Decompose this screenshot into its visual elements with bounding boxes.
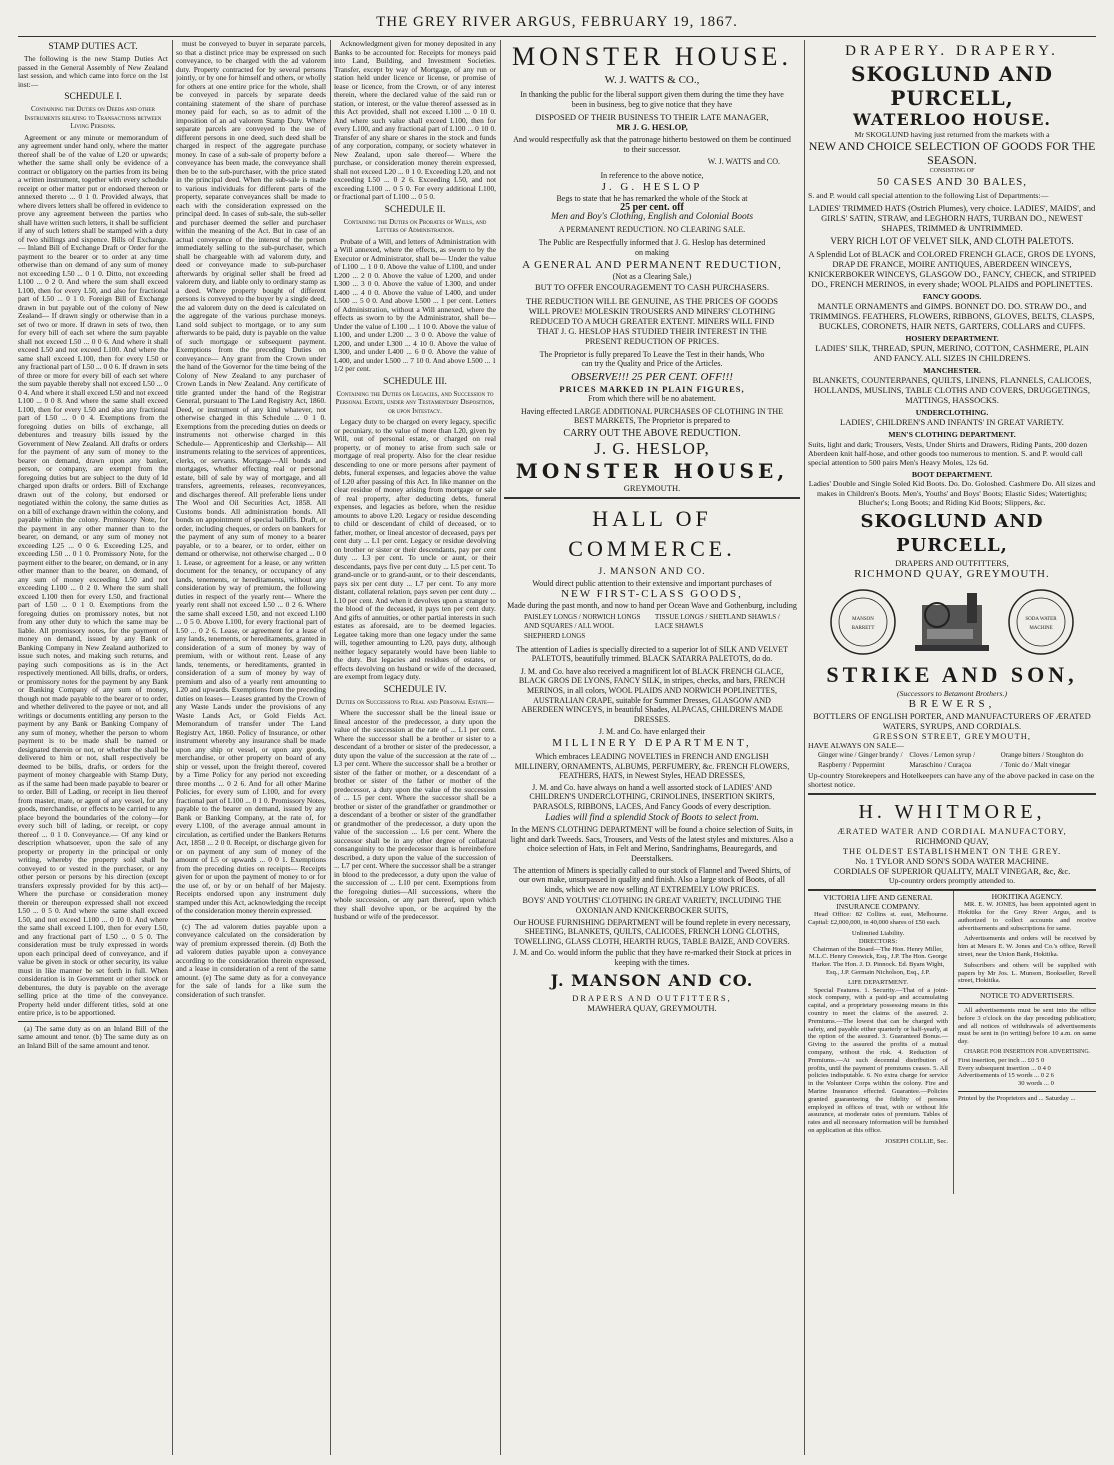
- mens-heading: MEN'S CLOTHING DEPARTMENT.: [888, 430, 1016, 440]
- underclothing-heading: UNDERCLOTHING.: [915, 408, 989, 418]
- velvet-line: VERY RICH LOT OF VELVET SILK, AND CLOTH PALETOTS.: [830, 235, 1074, 246]
- monster-house-title: MONSTER HOUSE.: [512, 42, 792, 71]
- schedule-4-text: Where the successor shall be the lineal issue or lineal ancestor of the predecessor, a duty upon the value of the succession at the rate of ... L1 per cent. Where the successor shall be a brother or sister to a descendant of a brother or sister of the predecessor, a duty upon the value of the succession at the rate of ... L3 per cent. Where the successor shall be a brother or sister of the father or mother, or a descendant of a brother or sister of the father or mother of the predecessor, a duty upon the value of the succession of ... L5 per cent. Where the successor shall be a brother or sister of the grandfather or grandmother or a descendant of a brother or sister of the grandfather or grandmother of the predecessor, a duty upon the value of the succession ... L6 per cent. Where the successor shall be in any other degree of collateral consanguinity to the predecessor than is hereinbefore described, a duty upon the value of the succession of ... L7 per cent. Where the successor shall be a stranger in blood to the predecessor, a duty upon the value of the succession of ... L10 per cent. Exemptions from the foregoing duties—All successions, where the whole succession, or any part thereof, upon which they shall devolve upon, or be acquired by the husband or wife of the predecessor.: [334, 708, 496, 921]
- boot-heading: BOOT DEPARTMENT.: [911, 470, 993, 480]
- observe-line: OBSERVE!!! 25 PER CENT. OFF!!!: [571, 370, 733, 383]
- general-reduction: A GENERAL AND PERMANENT REDUCTION,: [522, 259, 782, 272]
- drinks-col-a: Ginger wine / Ginger brandy / Raspberry / Peppermint: [818, 751, 903, 769]
- schedule-2-text: Probate of a Will, and letters of Administration with a Will annexed, where the effects, as sworn to by the Executor or Administrator, shall be— Under the value of L100 ... 1 0 0. Above the value of L100, and under L200 ... 2 0 0. Above the value of L200, and under L300 ... 3 0 0. Above the value of L300, and under L400 ... 4 0 0. Above the value of L400, and under L500 ... 5 0 0. And above L500 ... 1 per cent. Letters of Administration, without a Will annexed, where the effects as sworn to by the Administrator, shall be— Under the value of L100 ... 1 10 0. Above the value of L100, and under L200 ... 3 0 0. Above the value of L200, and under L300 ... 4 10 0. Above the value of L300, and under L400 ... 6 0 0. Above the value of L400, and under L500 ... 7 10 0. And above L500 ... 1 1/2 per cent.: [334, 236, 496, 373]
- hall-p2: Made during the past month, and now to hand per Ocean Wave and Gothenburg, including: [507, 601, 797, 611]
- monster-house-signature: MONSTER HOUSE,: [515, 458, 789, 483]
- bottlers: BOTTLERS OF ENGLISH PORTER, AND MANUFACTURERS OF ÆRATED WATERS, SYRUPS, AND CORDIALS.: [813, 711, 1091, 732]
- schedule-3-title: SCHEDULE III.: [383, 376, 447, 387]
- hall-p1: Would direct public attention to their extensive and important purchases of: [532, 578, 772, 588]
- notice-title: NOTICE TO ADVERTISERS.: [980, 991, 1074, 1001]
- advert-column-5: [808, 40, 1096, 1455]
- skoglund-trade: DRAPERS AND OUTFITTERS,: [895, 558, 1009, 569]
- shawl-list: [524, 613, 780, 642]
- brewers: BREWERS,: [908, 698, 996, 711]
- new-selection: NEW AND CHOICE SELECTION OF GOODS FOR THE SEASON.: [808, 139, 1096, 168]
- new-goods: NEW FIRST-CLASS GOODS,: [561, 588, 743, 601]
- drinks-col-b: Cloves / Lemon syrup / Maraschino / Curaçoa: [909, 751, 976, 769]
- schedule-2-title: SCHEDULE II.: [384, 204, 446, 215]
- boots-line: Ladies will find a splendid Stock of Boots to select from.: [545, 812, 759, 823]
- percent-off: 25 per cent. off: [620, 202, 684, 214]
- hall-of-commerce: [504, 497, 800, 1014]
- monster-ref: In reference to the above notice,: [600, 170, 704, 180]
- gresson-street: GRESSON STREET, GREYMOUTH,: [872, 731, 1032, 742]
- boot-list: Ladies' Double and Single Soled Kid Boots. Do. Do. Goloshed. Cashmere Do. All sizes and makes in Children's Boots. Men's, Youths' and Boys' Boots; Elastic Sides; Watertights; Blucher's; Long Boots; and Riding Kid Boots; Slippers, &c.: [808, 479, 1096, 507]
- charge-thirty: 30 words ... 0: [1018, 1080, 1054, 1088]
- monster-p4: The Public are Respectfully informed that J. G. Heslop has determined on making: [538, 237, 766, 257]
- hall-p4: J. M. and Co. have also received a magnificent lot of BLACK FRENCH GLACE, BLACK GROS DE LYONS, FANCY SILK, in stripes, checks, and bars, FRENCH MERINOS, in all colors, WOOL PLAIDS AND NORWICH POPLINETTES, AUSTRALIAN CRAPE, suitable for Summer Dresses, GLASGOW AND ABERDEEN WINCEYS, in beautiful Shades, ALPACAS, CHILDREN'S MADE DRESSES.: [518, 666, 786, 724]
- column-rule: [804, 40, 805, 1455]
- schedule-4-title: SCHEDULE IV.: [383, 684, 447, 695]
- left-seal-text: MANSON BARRETT: [851, 617, 875, 632]
- stamp-duties-title: STAMP DUTIES ACT.: [48, 42, 138, 52]
- have-on-sale: HAVE ALWAYS ON SALE—: [808, 741, 904, 751]
- carry-out: CARRY OUT THE ABOVE REDUCTION.: [563, 427, 741, 439]
- hall-p10: BOYS' AND YOUTHS' CLOTHING IN GREAT VARIETY, INCLUDING THE OXONIAN AND KNICKERBOCKER SUITS,: [522, 896, 782, 915]
- hosiery-list: LADIES' SILK, THREAD, SPUN, MERINO, COTTON, CASHMERE, PLAIN AND FANCY. ALL SIZES IN CHILDREN'S.: [815, 343, 1089, 364]
- watts-signature: W. J. WATTS and CO.: [707, 157, 780, 167]
- schedule-1-subtitle: Containing the Duties on Deeds and other Instruments relating to Transactions between Living Persons.: [24, 105, 162, 130]
- charge-every: Every subsequent insertion ... 0 4 0: [958, 1064, 1051, 1072]
- hall-p11: Our HOUSE FURNISHING DEPARTMENT will be found replete in every necessary, SHEETING, BLANKETS, QUILTS, CALICOES, FRENCH LONG CLOTHS, TOWELLING, GLASS CLOTH, HEARTH RUGS, TABLE BAIZE, AND COVERS.: [513, 917, 791, 946]
- mawhera-quay: MAWHERA QUAY, GREYMOUTH.: [587, 1003, 717, 1014]
- manchester-heading: MANCHESTER.: [923, 366, 981, 376]
- hats-list: LADIES' TRIMMED HATS (Ostrich Plumes), very choice. LADIES', MAIDS', and GIRLS' SATIN, STRAW, and LEGHORN HATS, TURBAN DO., NEWEST SHAPES, TRIMMED & UNTRIMMED.: [808, 202, 1096, 233]
- skoglund-signature: SKOGLUND AND PURCELL,: [860, 511, 1044, 557]
- stamp-duties-intro: The following is the new Stamp Duties Act passed in the General Assembly of New Zealand last session, and which came into force on the 1st inst:—: [18, 54, 168, 89]
- divider: [18, 1021, 168, 1022]
- millinery-department: MILLINERY DEPARTMENT,: [552, 737, 752, 749]
- fancy-list: MANTLE ORNAMENTS and GIMPS. BONNET DO. DO. STRAW DO., and TRIMMINGS. FEATHERS, FLOWERS, RIBBONS, GLOVES, BELTS, CLASPS, BUCKLES, CORONETS, HAIR NETS, GARTERS, COLLARS and CUFFS.: [809, 300, 1095, 331]
- right-seal-text: SODA WATER MACHINE: [1025, 617, 1057, 632]
- life-heading: LIFE DEPARTMENT.: [847, 978, 909, 986]
- hokitika-title: HOKITIKA AGENCY.: [991, 893, 1063, 902]
- whitmore-line1: ÆRATED WATER AND CORDIAL MANUFACTORY,: [837, 826, 1067, 837]
- monster-heslop-line: MR J. G. HESLOP,: [616, 122, 688, 133]
- waterloo-house: WATERLOO HOUSE.: [853, 110, 1051, 129]
- whitmore-line4: No. 1 TYLOR AND SON'S SODA WATER MACHINE.: [855, 856, 1049, 867]
- hall-p5: J. M. and Co. have enlarged their: [598, 727, 706, 737]
- drinks-col-c: Orange bitters / Stoughton do / Tonic do / Malt vinegar: [1000, 751, 1084, 769]
- hall-title: HALL OF COMMERCE.: [568, 505, 736, 561]
- hall-p12: J. M. and Co. would inform the public that they have re-marked their Stock at prices in keeping with the times.: [512, 948, 792, 967]
- monster-p5: The Proprietor is fully prepared To Leave the Test in their hands, Who can try the Quality and Price of the Articles.: [539, 349, 765, 369]
- whitmore-line6: Up-country orders promptly attended to.: [888, 876, 1016, 886]
- column-rule: [500, 40, 501, 1455]
- watts-firm: W. J. WATTS & CO.,: [604, 74, 700, 86]
- manson-firm: J. MANSON AND CO.: [598, 566, 706, 577]
- directors-heading: DIRECTORS:: [858, 937, 898, 945]
- divider: [958, 988, 1096, 989]
- charge-heading: CHARGE FOR INSERTION FOR ADVERTISING.: [963, 1049, 1091, 1056]
- no-abatement: From which there will be no abatement.: [588, 393, 716, 403]
- greymouth: GREYMOUTH.: [623, 482, 681, 493]
- drinks-list: [818, 751, 1086, 769]
- stamp-duties-column-3: [334, 40, 496, 1455]
- columns: [18, 40, 1096, 1455]
- whitmore-line5: CORDIALS OF SUPERIOR QUALITY, MALT VINEGAR, &c, &c.: [833, 866, 1071, 877]
- whitmore-advert: [808, 793, 1096, 885]
- column-rule: [953, 891, 954, 1194]
- hall-p3: The attention of Ladies is specially directed to a superior lot of SILK AND VELVET PALETOTS, beautifully trimmed. BLACK SATARRA PALETOTS, do do.: [516, 644, 788, 664]
- schedule-2-subtitle: Containing the Duties on Probates of Wills, and Letters of Administration.: [343, 217, 487, 234]
- skoglund-p1: Mr SKOGLUND having just returned from the markets with a: [854, 130, 1050, 139]
- underclothing-list: LADIES', CHILDREN'S AND INFANTS' IN GREAT VARIETY.: [840, 417, 1064, 428]
- prices-line: PRICES MARKED IN PLAIN FIGURES,: [559, 383, 745, 394]
- hokitika-p3: Subscribers and others will be supplied with papers by Mr Jos. L. Munson, Bookseller, Revell street, Hokitika.: [958, 961, 1096, 985]
- hokitika-agency: [958, 893, 1096, 1102]
- shawl-list-left: PAISLEY LONGS / NORWICH LONGS AND SQUARES / ALL WOOL SHEPHERD LONGS: [524, 612, 641, 641]
- masthead: THE GREY RIVER ARGUS, FEBRUARY 19, 1867.: [18, 14, 1096, 37]
- fancy-heading: FANCY GOODS.: [922, 291, 982, 301]
- monster-p1: In thanking the public for the liberal support given them during the time they have been in business, beg to give notice that they have: [520, 90, 784, 109]
- successors: (Successors to Betamont Brothers.): [896, 689, 1008, 699]
- reduction-caps: THE REDUCTION WILL BE GENUINE, AS THE PRICES OF GOODS WILL PROVE! MOLESKIN TROUSERS AND MINERS' CLOTHING REDUCED TO A MUCH GREATER EXTENT. MINERS WILL FIND THAT J. G. HESLOP HAS STUDIED THEIR INTEREST IN THE PRESENT REDUCTION OF PRICES.: [525, 295, 778, 346]
- hall-p9: The attention of Miners is specially called to our stock of Flannel and Tweed Shirts, of our own make, unsurpassed in quality and finish. Also a large stock of Boots, of all kinds, which we are now selling AT EXTREMELY LOW PRICES.: [513, 865, 791, 894]
- directors-list: Chairman of the Board—The Hon. Henry Miller, M.L.C. Henry Creswick, Esq., J.P. The Hon. George Harker. The Hon. J. D. Pinnock. Ed. Byam Wight, Esq., J.P. Germain Nicholson, Esq., J.P.: [808, 945, 948, 977]
- monster-p3: Begs to state that he has remarked the whole of the Stock at: [556, 193, 748, 203]
- schedule-4-subtitle: Duties on Successions to Real and Personal Estate—: [336, 697, 494, 706]
- schedule-1-text: Agreement or any minute or memorandum of any agreement under hand only, where the matter thereof shall be of the value of L20 or upwards; whether the same shall only be evidence of a contract or obligatory on the parties from its being a written instrument, together with every schedule receipt or other matter put or endorsed thereon or annexed thereto ... 0 1 0. Provided always, that where divers letters shall be offered in evidence to prove any agreement between the parties who shall have written such letters, it shall be sufficient if any of such letters shall be stamped with a duty of two shillings and sixpence. Bills of Exchange.— Inland Bill of Exchange Draft or Order for the payment to the bearer or to order at any time otherwise than on demand of any sum of money not exceeding L50 ... 0 1 0. Ditto, not exceeding L100 ... 0 2 0. And where the sum shall exceed L100, then for every L50, and also for fractional part of L50 ... 0 1 0. Foreign Bill of Exchange drawn in but payable out of the colony of New Zealand— If drawn singly or otherwise than in a set of two or more. If drawn in sets of two, then for every bill of each set where the sum payable shall not exceed L50 ... 0 0 6. And where it shall exceed L50 and not exceed L100. And where the same shall exceed L100, then for every L50 or any fractional part of L50 ... 0 0 6. If drawn in sets of three or more for every bill of each set where the sum payable thereby shall not exceed L50 ... 0 0 4. And where it shall exceed L50 and not exceed L100 ... 0 0 8. And where the same shall exceed L100, then for every L50 and also any fractional part of L50 ... 0 0 4. Exemptions from the foregoing duties on bills of exchange, all debentures and treasury bills issued by the Government of New Zealand. All drafts or orders for the payment of any sum of money to the bearer on demand, drawn upon any banker, person, or company, are exempt from the foregoing duties but are subject to the duty of Id charged upon drafts or orders. Bill of Exchange drawn out of the colony, but endorsed or negotiated within the colony, the same duties as on a bill of exchange drawn within the colony, and payable within the colony. Promissory Note, for the payment in any other manner than to the bearer, on demand, or any sum of money not exceeding L25 ... 0 0 6. Exceeding L25, and exceeding L50 ... 0 1 0. Promissory Note, for the payment either to the bearer, on demand, or in any other manner than to the bearer, on demand, of any sum of money exceeding L50 and not exceeding L100 ... 0 2 0. Where the sum shall exceed L100 then for every L50, and fractional part of L50 ... 0 1 0. Exemptions from the foregoing duties on promissory notes, but not from any other duty to which the same may be liable. All promissory notes, for the payment of money on demand, issued by any Bank or Banking Company in New Zealand authorized to issue such notes, and making such returns, and paying such compositions as is in the Act respectively mentioned. All bills, drafts, or orders, or promissory notes for the payment by any Bank or Banking Company of any sum of money, though not made payable to the bearer or to order, and whether delivered to the payee or not, and all writings or documents entitling any person to the payment by any Bank or Banking Company of any sum of money, whether the person to whom payment is to be made shall be named or designated therein or not, or whether the shall be delivered to him or not, shall respectively be deemed to be bills, drafts, or orders for the payment of money chargeable with Stamp Duty, as if the same had been made payable to bearer or to order. Bill of Lading, or receipt in lieu thereof from master, mate, or agent of any vessel, for any goods, merchandise, or effects to be carried to any place beyond the boundaries of the colony—for every such bill of lading, or receipt, or copy thereof ... 0 1 0. Conveyance.— Of any kind or description whatsoever, upon the sale of any property or property in the principal or only writing, whereby the property sold shall be conveyed to or vested in the purchaser, or any other person or persons by his direction (except transfers expressly provided for by this act)— Where the purchase or consideration money therein or thereupon expressed shall not exceed L50 ... 0 5 0. And where the same shall exceed L50, and not exceed L100 ... 0 10 0. And where the same shall exceed L100, then for every L50, and any fractional part of L50 ... 0 5 0. The consideration must be truly expressed in words upon each principal deed of conveyance, and if value be given in stock or other security, its value must in like manner be set forth in full. When consideration is in Government or other stock or debentures, the duty is payable on the average selling price at the time of the conveyance. Property held under different titles, sold at one entire price, is to be apportioned.: [18, 132, 168, 1017]
- consisting-of: CONSISTING OF: [929, 168, 975, 175]
- permanent-line: A PERMANENT REDUCTION. NO CLEARING SALE.: [558, 225, 746, 235]
- drapers-outfitters: DRAPERS AND OUTFITTERS,: [572, 993, 732, 1004]
- brewery-engraving: [827, 585, 1077, 659]
- hosiery-heading: HOSIERY DEPARTMENT.: [905, 333, 999, 343]
- victoria-insurance: [808, 893, 948, 1194]
- stamp-duties-column-1: [18, 40, 168, 1455]
- charge-fifteen: Advertisements of 15 words ... 0 2 6: [958, 1072, 1054, 1080]
- hokitika-p1: MR. E. W. JONES, has been appointed agent in Hokitika for the Grey River Argus, and is authorized to collect accounts and receive advertisements and subscriptions for same.: [958, 901, 1096, 932]
- divider: [176, 919, 326, 920]
- whitmore-line3: THE OLDEST ESTABLISHMENT ON THE GREY.: [842, 846, 1062, 857]
- drapery-header: DRAPERY. DRAPERY.: [845, 43, 1059, 59]
- encouragement: BUT TO OFFER ENCOURAGEMENT TO CASH PURCHASERS.: [534, 281, 770, 292]
- heslop-signature: J. G. HESLOP,: [594, 438, 710, 458]
- silk-list: A Splendid Lot of BLACK and COLORED FRENCH GLACE, GROS DE LYONS, DRAP DE FRANCE, MOIRE ANTIQUES, ABERDEEN WINCEYS, KNICKERBOKER WINCEYS, GLASGOW DO., FANCY, CHECK, and STRIPED DO., FRENCH MERINOS, in every shade; WOOL PLAIDS and POPLINETTES.: [808, 248, 1096, 289]
- charge-first: First insertion, per inch ... £0 5 0: [958, 1056, 1045, 1064]
- victoria-office: Head Office: 82 Collins st. east, Melbourne. Capital: £2,000,000, in 40,000 shares of £50 each.: [808, 911, 948, 927]
- richmond-quay: RICHMOND QUAY, GREYMOUTH.: [854, 568, 1050, 581]
- monster-p2: And would respectfully ask that the patronage hitherto bestowed on them be continued to their successor.: [513, 135, 791, 154]
- skoglund-title: SKOGLUND AND PURCELL,: [851, 62, 1053, 110]
- schedule-3-text: Legacy duty to be charged on every legacy, specific or pecuniary, to the value of more than L20, given by Will, out of personal estate, or charged on real property, or of money to arise from such sale or mortgage of real property. Also for the clear residue descending to one or more persons after payment of debts, funeral expenses, and legacies above the value of L20 after passing of this Act. In like manner on the clear residue of money arising from mortgage or sale of real property, after deducting debts, funeral expenses, and legacies as before, when the residue amounts to above L20. Legacy or residue descending to child or descendant of child of deceased, or to father, mother, or lineal ancestor of deceased, pays per cent duty ... L1 per cent. Legacy or residue devolving on brother or sister or their descendants, pay per cent duty ... L3 per cent. To uncle or aunt, or their descendants, pays five per cent duty ... L5 per cent. To grand-uncle or to grand-aunt, or to their descendants, pays six per cent duty ... L7 per cent. To any more distant, collateral relation, pays seven per cent duty ... L10 per cent. And when it devolves upon a stranger to the blood of the deceased, it pays ten per cent duty. And gifts of annuities, or other partial interests in such estates as aforesaid, are to be deemed legacies. Legatee taking more than one legacy under the same will, together amounting to L20, pays duty, although neither legacy separately would have been liable to the duty. But legacies and residues of estates, or effects devolving on husband or wife of the deceased, are exempt from legacy duty.: [334, 417, 496, 681]
- manchester-list: BLANKETS, COUNTERPANES, QUILTS, LINENS, FLANNELS, CALICOES, HOLLANDS, MUSLINS, TABLE CLOTHS AND COVERS, DRUGGETINGS, MATTINGS, HASSOCKS.: [812, 375, 1092, 406]
- mens-list: Suits, light and dark; Trousers, Vests, Under Shirts and Drawers, Riding Pants, 200 dozen Aberdeen knit half-hose, and other goods too numerous to mention. S. and P. would call special attention to 500 pairs Men's Heavy Moles, 12s 6d.: [808, 439, 1088, 468]
- strike-and-son: STRIKE AND SON,: [826, 662, 1078, 688]
- schedule-1-title: SCHEDULE I.: [64, 92, 122, 102]
- transfer-text: Acknowledgment given for money deposited in any Banks to be accounted for. Receipts for moneys paid into Land, Building, and Investment Societies. Transfer, except by way of Mortgage, of any run or station held under licence or license, or promise of lease or licence, from the Crown, or of any interest therein, where the declared value of the said run or station, or interest, or the value thereof assessed as in this Act provided, shall not exceed L100 ... 0 10 0. And where such value shall exceed L100, then for every L100, and any fractional part of L100 ... 0 10 0. Transfer of any share or shares in the stock and funds of any corporation, company, or society whatever in New Zealand, upon sale thereof— Where the purchase, or consideration money therein expressed, shall not exceed L20 ... 0 1 0. Exceeding L20, and not exceeding L50 ... 0 2 6. Exceeding L50, and not exceeding L100 ... 0 5 0. For every additional L100, or fractional part of L100 ... 0 5 0.: [334, 40, 496, 201]
- hokitika-p2: Advertisements and orders will be received by him at Messrs E. W. Jones and Co.'s office, Revell street, near the Union Bank, Hokitika.: [958, 935, 1096, 959]
- unlimited: Unlimited Liability.: [851, 930, 905, 938]
- notice-p1: All advertisements must be sent into the office before 3 o'clock on the day preceding publication; and all notices of withdrawals of advertisements must be sent in (in writing) before 10 a.m. on same day.: [958, 1007, 1096, 1046]
- column-rule: [172, 40, 173, 1455]
- divider: [958, 1003, 1096, 1004]
- heslop-name: J. G. HESLOP: [601, 180, 703, 193]
- advert-column-4: [504, 40, 800, 1455]
- column-rule: [330, 40, 331, 1455]
- manson-signature: J. MANSON AND CO.: [550, 971, 754, 991]
- printed-by: Printed by the Proprietors and ... Saturday ...: [958, 1095, 1076, 1102]
- stamp-duties-column-2: [176, 40, 326, 1455]
- victoria-title: VICTORIA LIFE AND GENERAL INSURANCE COMPANY.: [823, 893, 933, 912]
- not-clearing: (Not as a Clearing Sale,): [612, 272, 692, 282]
- hall-p7: J. M. and Co. have always on hand a well assorted stock of LADIES' AND CHILDREN'S UNDERCLOTHING, CRINOLINES, INSERTION SKIRTS, PARASOLS, RIBBONS, LACES, And Fancy Goods of every description.: [529, 782, 775, 811]
- skoglund-p2: S. and P. would call special attention to the following List of Departments:—: [808, 191, 1049, 201]
- strike-note: Up-country Storekeepers and Hotelkeepers can have any of the above packed in case on the shortest notice.: [808, 770, 1095, 790]
- cases-bales: 50 CASES AND 30 BALES,: [876, 176, 1028, 189]
- divider: [958, 1091, 1096, 1092]
- clothing-line: Men and Boy's Clothing, English and Colonial Boots: [550, 211, 754, 222]
- whitmore-name: H. WHITMORE,: [858, 801, 1046, 824]
- shawl-list-right: TISSUE LONGS / SHETLAND SHAWLS / LACE SHAWLS: [655, 612, 780, 631]
- footnotes: (c) The ad valorem duties payable upon a conveyance calculated on the consideration by way of premium expressed therein. (d) Both the ad valorem duties payable upon a conveyance according to the consideration therein expressed, and a lease in consideration of a rent of the same amount. (e) The same duty as for a conveyance for the sale of lands for a like sum the consideration of such transfer.: [176, 921, 326, 999]
- footnotes: (a) The same duty as on an Inland Bill of the same amount and tenor. (b) The same duty as on an Inland Bill of the same amount and tenor.: [18, 1023, 168, 1050]
- life-text: Special Features. 1. Security.—That of a joint-stock company, with a paid-up and accumulating capital, and a proprietary possessing means in this country to meet the claims of the assured. 2. Premiums.—The lowest that can be charged with safety, and payable either quarterly or half-yearly, at the option of the assured. 3. Guaranteed Bonus.—Giving to the assured the profits of a mutual company, without the risk. 4. Reduction of Premiums.—At such decennial distribution of profits, until the payment of premiums ceases. 5. All policies indisputable. 6. No extra charge for service in the Volunteer Corps within the colony. Fire and Marine Insurance effected. Guarantee.—Policies granted guaranteeing the fidelity of persons employed in offices of trust, with or without life assurance, at moderate rates of premium. Tables of rates and all necessary information will be furnished on application at this office.: [808, 986, 948, 1134]
- monster-disposed: DISPOSED OF THEIR BUSINESS TO THEIR LATE MANAGER,: [535, 112, 769, 123]
- schedule-1-continued: must be conveyed to buyer in separate parcels, so that a distinct price may be expressed on such conveyance, to be charged with the ad valorem duty. Property contracted for by several persons jointly, or by one for himself and others, or wholly for others at one entire price for the whole, shall be conveyed in parcels by separate deeds containing statement of the share of purchase money paid for each, so as to admit of the imposition of an ad valorem Stamp Duty. Where separate parcels are conveyed to the use of different persons in one deed, such deed shall be charged in respect of the aggregate purchase money. In case of a sub-sale of property before a conveyance has been made, the conveyance shall then be to the sub-purchaser, with the price stated in the principal deed. When the sub-sale is made to various individuals for different parts of the property, separate conveyances shall be made to each with the consideration expressed on the principal deed. In cases of sub-sale, the sub-seller and purchaser deemed the seller and purchaser within the meaning of the Act. But in case of an actual conveyance of the interest of the person immediately selling to the sub-purchaser, which shall be chargeable with ad valorem duty, and deed or conveyance made to sub-purchaser afterwards by original seller shall be freed ad valorem duty, and liable only to ordinary stamp as a deed. Where property bought of different persons is conveyed to the buyer by a single deed, the ad valorem duty on the deed is calculated on the aggregate of the various purchase moneys. Land sold subject to mortgage, or to any sum afterwards to be paid, duty is payable on the value of such mortgage or subsequent payment. Exemptions from the preceding Duties on conveyance— Any grant from the Crown under the hand of the Governor for the time being of the Colony of New Zealand to any purchaser of Crown Lands in New Zealand. Any certificate of title granted under the hand of the Registrar General, pursuant to The Land Registry Act, 1860. Deed, or instrument of any kind whatever, not otherwise charged in this Schedule ... 0 1 0. Exemptions from the preceding duties on deeds or instruments not otherwise charged in this Schedule— Apprenticeship and Clerkship— All instruments relating to the services of apprentices, clerks, or servants. Mortgage—All bonds and mortgages, whether effecting real or personal estate, bill of sale by way of mortgage, and all transfers, agreements, releases, reconveyances, and discharges thereof. All preferable liens under The Wool and Oil Securities Act, 1858. All Customs bonds. All administration bonds. All bonds on appointment of special bailiffs. Draft, or order, including cheques, or orders on bankers for the payment of any sum of money to a bearer payable, or to a bearer, or to order, either on demand or otherwise, not otherwise charged ... 0 0 1. Lease, or agreement for a lease, or any written document for the tenancy, or occupancy of any lands, tenements, or hereditaments, without any consideration by way of premium, the following duties in respect of the yearly rent— Where the yearly rent shall not exceed L50 ... 0 2 6. Where the same shall exceed L50, and not exceed L100 ... 0 5 0. Above L100, for every fractional part of L50 ... 0 2 6. Lease, or agreement for a lease of any lands, tenements, or hereditaments, granted in consideration of a sum of money by way of premium, with or without rent. Lease of any lands, tenements, or hereditaments, granted in consideration of a sum of money by way of premium and also of a yearly rent amounting to L20 and upwards. Exemptions from the preceding duties on leases— Leases granted by the Crown of any Waste Lands under the provisions of any Waste Lands Act, or Gold Fields Act. Memorandum of transfer under The Land Registry Act, 1860. Policy of Insurance, or other instrument whereby any insurance shall be made upon any ship or vessel, or upon any goods, merchandise, or other property on board of any ship or vessel, upon the freight thereof, covered by a Time Policy for any period not exceeding three months ... 0 2 6. And for all other Marine Policies, for every sum of L100, and for every fractional part of L100 ... 0 1 0. Promissory Notes, payable to the bearer on demand, issued by any Bank or Banking Company, at the rate of, for every L100, of the average annual amount in circulation, as certified under the Bankers Returns Act, 1858 ... 2 0 0. Receipt, or discharge given for or on payment of any sum of money of the amount of L5 or upwards ... 0 0 1. Exemptions from the preceding duties on receipts— Receipts given for or upon the payment of money to or for the use of, or by or on behalf of her Majesty. Receipts endorsed upon any instrument duly stamped under this Act, acknowledging the receipt of the consideration money therein expressed.: [176, 40, 326, 915]
- schedule-3-subtitle: Containing the Duties on Legacies, and Succession to Personal Estate, under any Testamentary Disposition, or upon Intestacy.: [335, 389, 495, 415]
- victoria-secretary: JOSEPH COLLIE, Sec.: [884, 1137, 948, 1145]
- monster-p6: Having effected LARGE ADDITIONAL PURCHASES OF CLOTHING IN THE BEST MARKETS, The Proprietor is prepared to: [520, 406, 784, 426]
- whitmore-line2: RICHMOND QUAY,: [915, 836, 989, 847]
- lower-notices: [808, 889, 1096, 1194]
- hall-p6: Which embraces LEADING NOVELTIES in FRENCH AND ENGLISH MILLINERY, ORNAMENTS, ALBUMS, PERFUMERY, &c. FRENCH FLOWERS, FEATHERS, HATS, in Newest Styles, HEAD DRESSES,: [514, 752, 790, 781]
- hall-p8: In the MEN'S CLOTHING DEPARTMENT will be found a choice selection of Suits, in light and dark Tweeds. Sacs, Trousers, and Vests of the latest styles and mixtures. Also a choice selection of Hats, in Felt and Merino, Sandringhams, Beauregards, and Deerstalkers.: [510, 825, 794, 863]
